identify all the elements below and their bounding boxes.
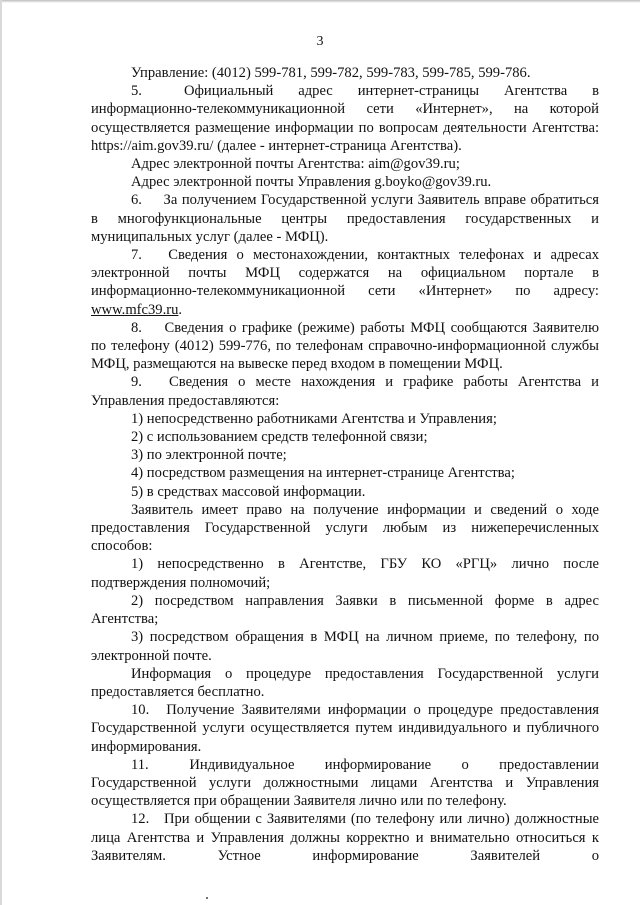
paragraph-8	[91, 319, 599, 374]
paragraph-10	[91, 701, 599, 756]
paragraph-text: Сведения о графике (режиме) работы МФЦ сообщаются Заявителю по телефону (4012) 599-776, по телефонам справочно-информационной службы МФЦ, размещаются на вывеске перед входом в помещении МФЦ.	[91, 319, 599, 373]
document-body	[91, 64, 599, 865]
paragraph-end: .	[178, 301, 183, 318]
list-item	[91, 483, 599, 501]
paragraph-free-info	[91, 665, 599, 701]
list-item-text: 3) по электронной почте;	[131, 447, 287, 464]
paragraph-6	[91, 191, 599, 246]
paragraph-text: При общении с Заявителями (по телефону или лично) должностные лица Агентства и Управления должны корректно и внимательно относиться к Заявителям. Устное информирование Заявителей о	[91, 811, 599, 864]
scan-edge-top	[0, 0, 640, 3]
paragraph-text: Официальный адрес интернет-страницы Агентства в информационно-телекоммуникационной сети «Интернет», на которой осуществляется размещение информации по вопросам деятельности Агентства: https://aim.gov39.ru/ (далее - интернет-страница Агентства).	[91, 83, 599, 154]
paragraph-text: Индивидуальное информирование о предоставлении Государственной услуги должностными лицами Агентства и Управления осуществляется при обращении Заявителя лично или по телефону.	[91, 756, 599, 810]
list-item	[91, 410, 599, 428]
paragraph-text: Управление: (4012) 599-781, 599-782, 599-783, 599-785, 599-786.	[131, 65, 531, 81]
page-number: 3	[316, 34, 324, 49]
paragraph-text: Сведения о местонахождении, контактных телефонах и адресах электронной почты МФЦ содержатся на официальном портале в информационно-телекоммуникационной сети «Интернет» по адресу:	[91, 247, 599, 300]
paragraph-7	[91, 246, 599, 319]
paragraph-number: 11.	[131, 756, 149, 773]
paragraph-number: 9.	[131, 374, 142, 391]
paragraph-number: 6.	[131, 192, 142, 209]
paragraph-agency-email	[91, 155, 599, 173]
paragraph-applicant-rights	[91, 501, 599, 556]
list-item	[91, 628, 599, 664]
paragraph-number: 7.	[131, 247, 142, 264]
list-item	[91, 464, 599, 482]
scan-edge-left	[0, 0, 2, 905]
paragraph-text: Информация о процедуре предоставления Государственной услуги предоставляется бесплатно.	[91, 665, 599, 700]
mfc-website-link[interactable]: www.mfc39.ru	[91, 301, 179, 318]
paragraph-9	[91, 373, 599, 409]
paragraph-text: Сведения о месте нахождения и графике работы Агентства и Управления предоставляются:	[91, 374, 599, 409]
paragraph-11	[91, 756, 599, 811]
paragraph-text: Адрес электронной почты Управления g.boyko@gov39.ru.	[131, 174, 492, 191]
paragraph-text: За получением Государственной услуги Заявитель вправе обратиться в многофункциональные центры предоставления государственных и муниципальных услуг (далее - МФЦ).	[91, 192, 599, 245]
list-item-text: 4) посредством размещения на интернет-странице Агентства;	[131, 465, 515, 482]
list-item	[91, 428, 599, 446]
list-item	[91, 446, 599, 464]
paragraph-number: 5.	[131, 83, 142, 100]
paragraph-text: Получение Заявителями информации о процедуре предоставления Государственной услуги осуществляется путем индивидуального и публичного информирования.	[91, 702, 599, 755]
list-item-text: 2) с использованием средств телефонной связи;	[131, 429, 428, 446]
paragraph-text: Заявитель имеет право на получение информации и сведений о ходе предоставления Государственной услуги любым из нижеперечисленных способов:	[91, 501, 599, 555]
list-item	[91, 592, 599, 628]
list-item-text: 1) непосредственно работниками Агентства и Управления;	[131, 410, 497, 427]
list-item-text: 2) посредством направления Заявки в письменной форме в адрес Агентства;	[91, 592, 599, 628]
paragraph-department-phones	[91, 64, 599, 82]
scan-speck	[206, 897, 208, 899]
list-item-text: 1) непосредственно в Агентстве, ГБУ КО «РГЦ» лично после подтверждения полномочий;	[91, 556, 599, 591]
list-item-text: 5) в средствах массовой информации.	[131, 483, 366, 500]
paragraph-number: 12.	[131, 811, 150, 828]
paragraph-5	[91, 82, 599, 155]
paragraph-text: Адрес электронной почты Агентства: aim@gov39.ru;	[131, 156, 460, 173]
paragraph-number: 10.	[131, 702, 150, 719]
paragraph-department-email	[91, 173, 599, 191]
list-item	[91, 555, 599, 591]
paragraph-number: 8.	[131, 319, 142, 336]
list-item-text: 3) посредством обращения в МФЦ на личном приеме, по телефону, по электронной почте.	[91, 629, 599, 664]
paragraph-12	[91, 810, 599, 865]
